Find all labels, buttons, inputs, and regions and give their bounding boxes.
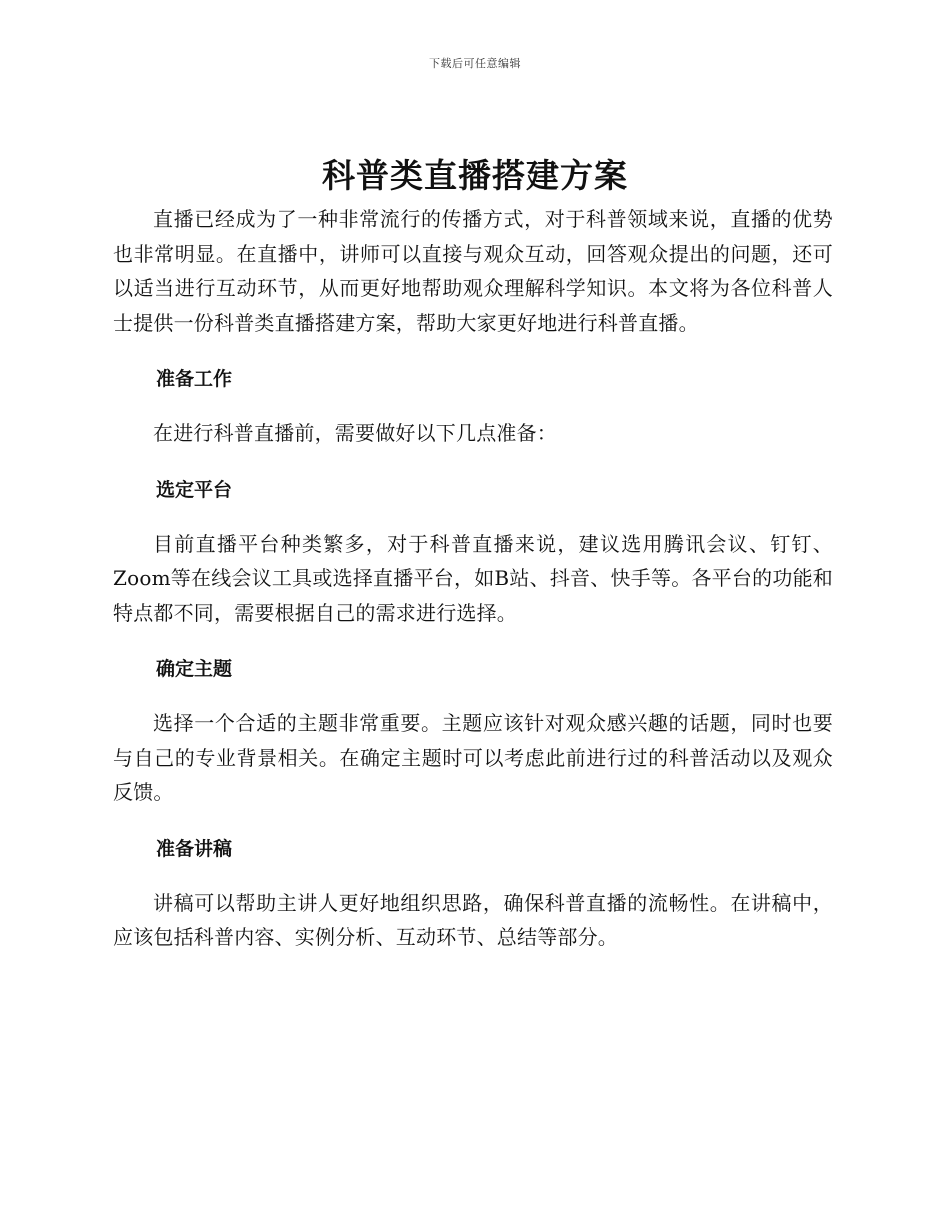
header-note: 下载后可任意编辑 — [429, 57, 521, 70]
section-paragraph-script: 讲稿可以帮助主讲人更好地组织思路，确保科普直播的流畅性。在讲稿中，应该包括科普内容、实例分析、互动环节、总结等部分。 — [113, 890, 833, 949]
page-title: 科普类直播搭建方案 — [322, 156, 628, 195]
section-paragraph-platform: 目前直播平台种类繁多，对于科普直播来说，建议选用腾讯会议、钉钉、Zoom等在线会议工具或选择直播平台，如B站、抖音、快手等。各平台的功能和特点都不同，需要根据自己的需求进行选择。 — [113, 531, 833, 625]
section-heading-topic: 确定主题 — [156, 658, 233, 680]
document-body — [113, 202, 833, 955]
section-heading-script: 准备讲稿 — [156, 837, 233, 860]
section-paragraph-topic: 选择一个合适的主题非常重要。主题应该针对观众感兴趣的话题，同时也要与自己的专业背景相关。在确定主题时可以考虑此前进行过的科普活动以及观众反馈。 — [113, 711, 833, 804]
section-heading-preparation: 准备工作 — [156, 368, 233, 390]
intro-paragraph: 直播已经成为了一种非常流行的传播方式，对于科普领域来说，直播的优势也非常明显。在直播中，讲师可以直接与观众互动，回答观众提出的问题，还可以适当进行互动环节，从而更好地帮助观众理解科学知识。本文将为各位科普人士提供一份科普类直播搭建方案，帮助大家更好地进行科普直播。 — [113, 207, 833, 335]
section-heading-platform: 选定平台 — [156, 478, 233, 501]
section-paragraph-preparation: 在进行科普直播前，需要做好以下几点准备： — [153, 421, 557, 445]
